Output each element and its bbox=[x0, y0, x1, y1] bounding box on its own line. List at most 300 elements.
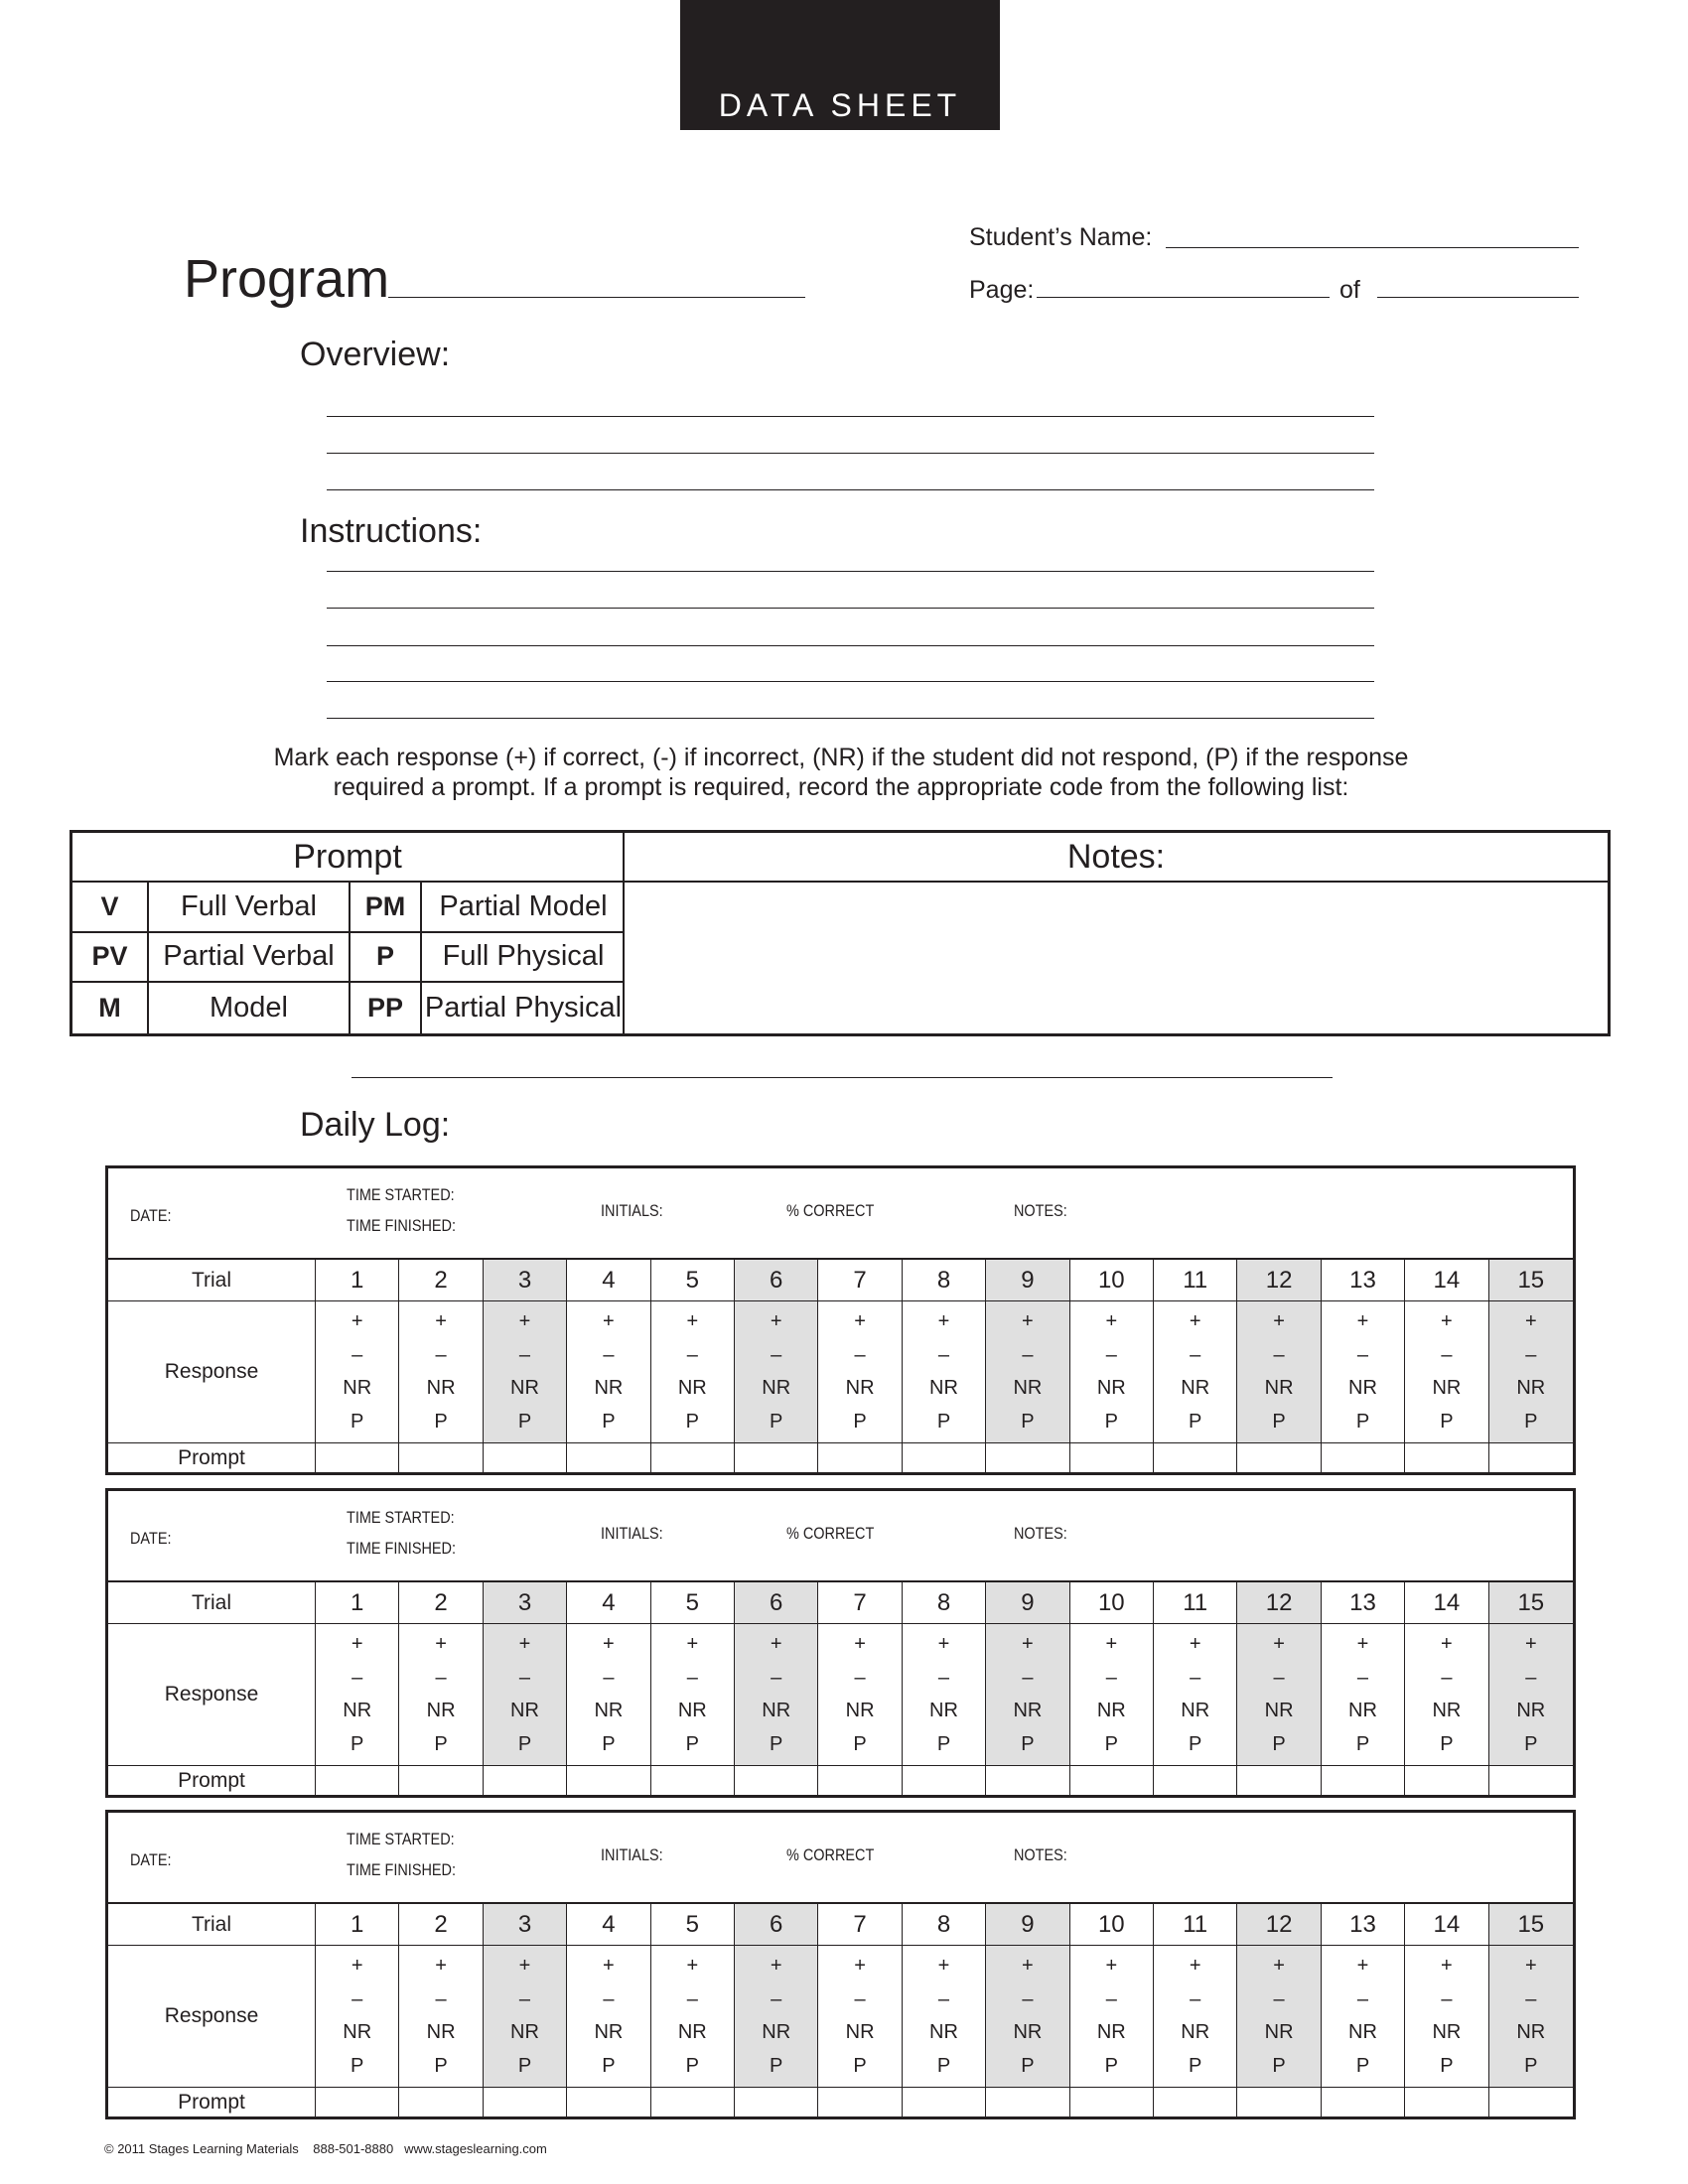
prompt-cell[interactable] bbox=[567, 1443, 650, 1472]
response-option[interactable]: NR bbox=[1181, 2021, 1210, 2044]
response-option[interactable]: NR bbox=[1348, 2021, 1377, 2044]
response-cell[interactable] bbox=[1237, 1624, 1321, 1766]
response-option[interactable]: NR bbox=[677, 1700, 707, 1722]
response-option[interactable]: – bbox=[771, 1343, 782, 1366]
trial-number: 6 bbox=[735, 1904, 818, 1946]
response-option[interactable]: + bbox=[1524, 1310, 1537, 1333]
prompt-cell[interactable] bbox=[316, 2088, 399, 2116]
prompt-cell[interactable] bbox=[484, 2088, 567, 2116]
response-cell[interactable] bbox=[735, 1624, 818, 1766]
instructions-label: Instructions: bbox=[300, 512, 483, 550]
prompt-cell[interactable] bbox=[903, 1443, 986, 1472]
prompt-cell[interactable] bbox=[1489, 2088, 1573, 2116]
response-cell[interactable] bbox=[1154, 1624, 1237, 1766]
response-option[interactable]: – bbox=[603, 1666, 615, 1689]
response-option[interactable]: – bbox=[352, 1987, 363, 2010]
response-option[interactable]: – bbox=[854, 1666, 866, 1689]
response-option[interactable]: NR bbox=[594, 2021, 624, 2044]
percent-correct-label: % CORRECT bbox=[786, 1201, 875, 1220]
trial-number: 10 bbox=[1070, 1260, 1154, 1301]
response-option[interactable]: – bbox=[937, 1987, 950, 2010]
response-option[interactable]: NR bbox=[1264, 1377, 1294, 1400]
response-option[interactable]: + bbox=[518, 1955, 531, 1978]
response-option[interactable]: P bbox=[351, 2054, 364, 2077]
response-option[interactable]: + bbox=[1356, 1633, 1369, 1656]
response-option[interactable]: P bbox=[1440, 1410, 1454, 1433]
prompt-cell[interactable] bbox=[1070, 1443, 1154, 1472]
notes-label: NOTES: bbox=[1014, 1201, 1067, 1220]
response-option[interactable]: NR bbox=[762, 1377, 791, 1400]
response-option[interactable]: + bbox=[937, 1310, 950, 1333]
prompt-cell[interactable] bbox=[903, 2088, 986, 2116]
trial-number: 9 bbox=[986, 1582, 1069, 1624]
overview-line[interactable] bbox=[327, 453, 1374, 454]
response-option[interactable]: – bbox=[435, 1666, 447, 1689]
response-option[interactable]: – bbox=[435, 1343, 447, 1366]
response-option[interactable]: NR bbox=[343, 2021, 372, 2044]
prompt-cell[interactable] bbox=[484, 1766, 567, 1795]
notes-area[interactable] bbox=[625, 883, 1608, 1033]
response-option[interactable]: – bbox=[1525, 1987, 1537, 2010]
response-option[interactable]: P bbox=[1524, 1410, 1538, 1433]
response-option[interactable]: P bbox=[1440, 2054, 1454, 2077]
response-option[interactable]: – bbox=[1441, 1666, 1453, 1689]
response-option[interactable]: P bbox=[434, 1732, 448, 1755]
response-cell[interactable] bbox=[484, 1946, 567, 2088]
response-option[interactable]: + bbox=[1022, 1310, 1034, 1333]
response-option[interactable]: – bbox=[771, 1666, 782, 1689]
response-option[interactable]: – bbox=[435, 1987, 447, 2010]
response-option[interactable]: NR bbox=[1013, 2021, 1043, 2044]
response-option[interactable]: – bbox=[686, 1987, 698, 2010]
prompt-cell[interactable] bbox=[735, 1443, 818, 1472]
response-option[interactable]: – bbox=[686, 1343, 698, 1366]
response-option[interactable]: + bbox=[1022, 1955, 1034, 1978]
response-option[interactable]: P bbox=[351, 1410, 364, 1433]
response-option[interactable]: + bbox=[937, 1633, 950, 1656]
response-option[interactable]: – bbox=[518, 1666, 531, 1689]
prompt-row-label: Prompt bbox=[108, 1443, 316, 1472]
response-option[interactable]: + bbox=[770, 1633, 782, 1656]
response-option[interactable]: – bbox=[352, 1666, 363, 1689]
response-option[interactable]: NR bbox=[1348, 1377, 1377, 1400]
response-option[interactable]: NR bbox=[510, 1700, 539, 1722]
response-option[interactable]: + bbox=[351, 1310, 363, 1333]
response-cell[interactable] bbox=[735, 1946, 818, 2088]
response-option[interactable]: – bbox=[1105, 1987, 1117, 2010]
prompt-cell[interactable] bbox=[1322, 1766, 1405, 1795]
prompt-cell[interactable] bbox=[567, 1766, 650, 1795]
response-option[interactable]: NR bbox=[594, 1700, 624, 1722]
response-option[interactable]: NR bbox=[426, 2021, 456, 2044]
response-option[interactable]: P bbox=[1104, 2054, 1118, 2077]
response-option[interactable]: NR bbox=[1516, 1700, 1546, 1722]
response-option[interactable]: NR bbox=[845, 1377, 875, 1400]
prompt-cell[interactable] bbox=[1405, 1766, 1488, 1795]
prompt-cell[interactable] bbox=[735, 1766, 818, 1795]
response-cell[interactable] bbox=[1489, 1624, 1573, 1766]
response-option[interactable]: + bbox=[686, 1955, 699, 1978]
response-option[interactable]: + bbox=[1441, 1955, 1453, 1978]
response-cell[interactable] bbox=[316, 1624, 399, 1766]
response-option[interactable]: NR bbox=[1348, 1700, 1377, 1722]
response-option[interactable]: NR bbox=[1432, 1377, 1462, 1400]
response-option[interactable]: P bbox=[517, 1732, 532, 1755]
response-option[interactable]: P bbox=[1104, 1410, 1118, 1433]
response-cell[interactable] bbox=[1405, 1624, 1488, 1766]
response-cell[interactable] bbox=[818, 1624, 902, 1766]
prompt-cell[interactable] bbox=[651, 1443, 735, 1472]
response-option[interactable]: + bbox=[351, 1955, 363, 1978]
response-option[interactable]: P bbox=[1189, 2054, 1202, 2077]
response-option[interactable]: NR bbox=[929, 1377, 958, 1400]
response-option[interactable]: NR bbox=[1264, 2021, 1294, 2044]
prompt-cell[interactable] bbox=[1322, 2088, 1405, 2116]
response-option[interactable]: – bbox=[1356, 1987, 1369, 2010]
response-option[interactable]: NR bbox=[1432, 2021, 1462, 2044]
response-option[interactable]: P bbox=[1272, 1732, 1286, 1755]
time-started-label: TIME STARTED: bbox=[347, 1830, 455, 1848]
response-option[interactable]: + bbox=[1273, 1633, 1285, 1656]
response-option[interactable]: P bbox=[1355, 2054, 1370, 2077]
date-label: DATE: bbox=[130, 1529, 172, 1548]
prompt-cell[interactable] bbox=[986, 1766, 1069, 1795]
response-option[interactable]: + bbox=[435, 1955, 447, 1978]
instructions-line[interactable] bbox=[327, 571, 1374, 572]
prompt-cell[interactable] bbox=[651, 1766, 735, 1795]
prompt-cell[interactable] bbox=[1405, 1443, 1488, 1472]
prompt-cell[interactable] bbox=[316, 1766, 399, 1795]
response-option[interactable]: P bbox=[1524, 2054, 1538, 2077]
response-option[interactable]: P bbox=[936, 2054, 951, 2077]
prompt-cell[interactable] bbox=[399, 1443, 483, 1472]
response-option[interactable]: + bbox=[603, 1310, 615, 1333]
student-name-field[interactable] bbox=[1166, 247, 1579, 248]
response-option[interactable]: – bbox=[1022, 1666, 1034, 1689]
response-option[interactable]: P bbox=[770, 2054, 783, 2077]
response-option[interactable]: – bbox=[1441, 1987, 1453, 2010]
response-cell[interactable] bbox=[735, 1301, 818, 1443]
response-option[interactable]: + bbox=[603, 1633, 615, 1656]
response-option[interactable]: + bbox=[1105, 1955, 1118, 1978]
response-cell[interactable] bbox=[1405, 1301, 1488, 1443]
response-option[interactable]: + bbox=[854, 1310, 866, 1333]
response-option[interactable]: + bbox=[1441, 1310, 1453, 1333]
response-option[interactable]: + bbox=[518, 1310, 531, 1333]
prompt-cell[interactable] bbox=[484, 1443, 567, 1472]
response-option[interactable]: NR bbox=[1096, 1700, 1126, 1722]
response-option[interactable]: NR bbox=[1516, 1377, 1546, 1400]
response-option[interactable]: P bbox=[602, 1410, 616, 1433]
response-option[interactable]: P bbox=[517, 2054, 532, 2077]
footer bbox=[104, 2141, 547, 2156]
response-cell[interactable] bbox=[986, 1946, 1069, 2088]
response-option[interactable]: P bbox=[1189, 1410, 1202, 1433]
response-cell[interactable] bbox=[986, 1301, 1069, 1443]
response-option[interactable]: P bbox=[685, 1410, 699, 1433]
prompt-cell[interactable] bbox=[316, 1443, 399, 1472]
response-cell[interactable] bbox=[1322, 1946, 1405, 2088]
response-option[interactable]: – bbox=[1356, 1666, 1369, 1689]
response-option[interactable]: – bbox=[854, 1987, 866, 2010]
prompt-cell[interactable] bbox=[399, 1766, 483, 1795]
response-cell[interactable] bbox=[567, 1946, 650, 2088]
trial-number: 1 bbox=[316, 1260, 399, 1301]
prompt-cell[interactable] bbox=[1489, 1443, 1573, 1472]
response-option[interactable]: + bbox=[1273, 1310, 1285, 1333]
response-option[interactable]: + bbox=[1356, 1955, 1369, 1978]
response-option[interactable]: – bbox=[937, 1343, 950, 1366]
prompt-cell[interactable] bbox=[735, 2088, 818, 2116]
response-option[interactable]: + bbox=[686, 1310, 699, 1333]
response-option[interactable]: – bbox=[1273, 1343, 1285, 1366]
prompt-cell[interactable] bbox=[1154, 1443, 1237, 1472]
response-option[interactable]: – bbox=[1356, 1343, 1369, 1366]
prompt-cell[interactable] bbox=[1070, 1766, 1154, 1795]
response-option[interactable]: P bbox=[936, 1410, 951, 1433]
response-option[interactable]: + bbox=[1022, 1633, 1034, 1656]
prompt-cell[interactable] bbox=[1237, 1766, 1321, 1795]
response-option[interactable]: + bbox=[1189, 1310, 1201, 1333]
response-cell[interactable] bbox=[1489, 1946, 1573, 2088]
response-option[interactable]: P bbox=[1524, 1732, 1538, 1755]
response-option[interactable]: NR bbox=[510, 2021, 539, 2044]
response-cell[interactable] bbox=[399, 1301, 483, 1443]
response-option[interactable]: P bbox=[1440, 1732, 1454, 1755]
response-option[interactable]: – bbox=[1190, 1666, 1201, 1689]
instructions-line[interactable] bbox=[327, 645, 1374, 646]
response-option[interactable]: + bbox=[603, 1955, 615, 1978]
trial-row-label: Trial bbox=[108, 1260, 316, 1301]
response-cell[interactable] bbox=[567, 1301, 650, 1443]
response-option[interactable]: NR bbox=[594, 1377, 624, 1400]
response-option[interactable]: – bbox=[1190, 1987, 1201, 2010]
prompt-cell[interactable] bbox=[986, 2088, 1069, 2116]
response-option[interactable]: NR bbox=[1181, 1700, 1210, 1722]
response-option[interactable]: – bbox=[1525, 1343, 1537, 1366]
response-option[interactable]: – bbox=[518, 1987, 531, 2010]
response-option[interactable]: + bbox=[435, 1633, 447, 1656]
response-option[interactable]: NR bbox=[1181, 1377, 1210, 1400]
prompt-cell[interactable] bbox=[1154, 1766, 1237, 1795]
response-option[interactable]: – bbox=[1190, 1343, 1201, 1366]
response-option[interactable]: – bbox=[1022, 1343, 1034, 1366]
prompt-cell[interactable] bbox=[1070, 2088, 1154, 2116]
response-option[interactable]: P bbox=[434, 2054, 448, 2077]
response-cell[interactable] bbox=[1237, 1946, 1321, 2088]
prompt-cell[interactable] bbox=[818, 1443, 902, 1472]
page-total-field[interactable] bbox=[1377, 297, 1579, 298]
response-cell[interactable] bbox=[1070, 1946, 1154, 2088]
overview-line[interactable] bbox=[327, 416, 1374, 417]
prompt-cell[interactable] bbox=[1489, 1766, 1573, 1795]
response-option[interactable]: + bbox=[1441, 1633, 1453, 1656]
response-cell[interactable] bbox=[316, 1946, 399, 2088]
response-cell[interactable] bbox=[903, 1301, 986, 1443]
response-cell[interactable] bbox=[1322, 1301, 1405, 1443]
response-option[interactable]: P bbox=[1355, 1732, 1370, 1755]
response-option[interactable]: – bbox=[518, 1343, 531, 1366]
response-option[interactable]: NR bbox=[1264, 1700, 1294, 1722]
response-option[interactable]: P bbox=[1272, 1410, 1286, 1433]
response-cell[interactable] bbox=[651, 1624, 735, 1766]
response-option[interactable]: P bbox=[853, 1732, 867, 1755]
response-option[interactable]: P bbox=[351, 1732, 364, 1755]
response-option[interactable]: NR bbox=[929, 1700, 958, 1722]
response-cell[interactable] bbox=[986, 1624, 1069, 1766]
response-option[interactable]: P bbox=[853, 1410, 867, 1433]
prompt-cell[interactable] bbox=[1237, 1443, 1321, 1472]
response-option[interactable]: – bbox=[1441, 1343, 1453, 1366]
response-option[interactable]: – bbox=[1105, 1343, 1117, 1366]
response-option[interactable]: P bbox=[1104, 1732, 1118, 1755]
prompt-cell[interactable] bbox=[986, 1443, 1069, 1472]
response-cell[interactable] bbox=[399, 1946, 483, 2088]
trial-number: 9 bbox=[986, 1260, 1069, 1301]
trial-number: 11 bbox=[1154, 1904, 1237, 1946]
response-option[interactable]: NR bbox=[677, 1377, 707, 1400]
response-cell[interactable] bbox=[1070, 1624, 1154, 1766]
response-option[interactable]: + bbox=[1189, 1633, 1201, 1656]
response-cell[interactable] bbox=[316, 1301, 399, 1443]
response-option[interactable]: P bbox=[770, 1732, 783, 1755]
response-option[interactable]: P bbox=[602, 2054, 616, 2077]
response-option[interactable]: NR bbox=[1013, 1700, 1043, 1722]
response-option[interactable]: + bbox=[1524, 1633, 1537, 1656]
response-option[interactable]: NR bbox=[1432, 1700, 1462, 1722]
response-cell[interactable] bbox=[399, 1624, 483, 1766]
overview-line[interactable] bbox=[327, 489, 1374, 490]
response-option[interactable]: NR bbox=[845, 2021, 875, 2044]
response-option[interactable]: + bbox=[1273, 1955, 1285, 1978]
prompt-cell[interactable] bbox=[903, 1766, 986, 1795]
response-option[interactable]: + bbox=[937, 1955, 950, 1978]
response-option[interactable]: P bbox=[853, 2054, 867, 2077]
response-option[interactable]: + bbox=[1524, 1955, 1537, 1978]
response-option[interactable]: + bbox=[854, 1633, 866, 1656]
response-option[interactable]: NR bbox=[845, 1700, 875, 1722]
response-option[interactable]: NR bbox=[677, 2021, 707, 2044]
response-option[interactable]: – bbox=[1525, 1666, 1537, 1689]
prompt-cell[interactable] bbox=[818, 1766, 902, 1795]
response-cell[interactable] bbox=[651, 1946, 735, 2088]
response-option[interactable]: – bbox=[352, 1343, 363, 1366]
response-option[interactable]: + bbox=[518, 1633, 531, 1656]
response-option[interactable]: P bbox=[602, 1732, 616, 1755]
response-option[interactable]: + bbox=[435, 1310, 447, 1333]
response-option[interactable]: + bbox=[1105, 1310, 1118, 1333]
response-option[interactable]: – bbox=[603, 1343, 615, 1366]
response-option[interactable]: + bbox=[1189, 1955, 1201, 1978]
response-option[interactable]: P bbox=[1272, 2054, 1286, 2077]
response-option[interactable]: NR bbox=[426, 1377, 456, 1400]
response-option[interactable]: NR bbox=[1013, 1377, 1043, 1400]
page-number-field[interactable] bbox=[1037, 297, 1330, 298]
response-cell[interactable] bbox=[567, 1624, 650, 1766]
response-cell[interactable] bbox=[651, 1301, 735, 1443]
response-cell[interactable] bbox=[1154, 1301, 1237, 1443]
prompt-cell[interactable] bbox=[1405, 2088, 1488, 2116]
response-option[interactable]: – bbox=[937, 1666, 950, 1689]
instructions-line[interactable] bbox=[327, 681, 1374, 682]
response-cell[interactable] bbox=[903, 1624, 986, 1766]
instructions-line[interactable] bbox=[327, 608, 1374, 609]
response-option[interactable]: – bbox=[771, 1987, 782, 2010]
response-cell[interactable] bbox=[818, 1946, 902, 2088]
response-option[interactable]: – bbox=[1273, 1987, 1285, 2010]
prompt-cell[interactable] bbox=[399, 2088, 483, 2116]
response-option[interactable]: – bbox=[686, 1666, 698, 1689]
response-option[interactable]: P bbox=[685, 1732, 699, 1755]
response-option[interactable]: P bbox=[517, 1410, 532, 1433]
response-option[interactable]: – bbox=[603, 1987, 615, 2010]
response-cell[interactable] bbox=[1489, 1301, 1573, 1443]
response-option[interactable]: NR bbox=[929, 2021, 958, 2044]
response-option[interactable]: + bbox=[1356, 1310, 1369, 1333]
prompt-code: M bbox=[72, 983, 149, 1033]
response-option[interactable]: NR bbox=[762, 1700, 791, 1722]
response-cell[interactable] bbox=[1405, 1946, 1488, 2088]
response-option[interactable]: – bbox=[1273, 1666, 1285, 1689]
response-option[interactable]: + bbox=[686, 1633, 699, 1656]
response-cell[interactable] bbox=[903, 1946, 986, 2088]
response-option[interactable]: NR bbox=[1096, 1377, 1126, 1400]
response-option[interactable]: + bbox=[351, 1633, 363, 1656]
response-option[interactable]: P bbox=[936, 1732, 951, 1755]
response-option[interactable]: P bbox=[1189, 1732, 1202, 1755]
response-option[interactable]: NR bbox=[1096, 2021, 1126, 2044]
response-option[interactable]: – bbox=[1105, 1666, 1117, 1689]
prompt-cell[interactable] bbox=[1322, 1443, 1405, 1472]
trial-number: 4 bbox=[567, 1582, 650, 1624]
response-option[interactable]: NR bbox=[343, 1700, 372, 1722]
response-option[interactable]: P bbox=[770, 1410, 783, 1433]
prompt-cell[interactable] bbox=[1237, 2088, 1321, 2116]
response-option[interactable]: NR bbox=[426, 1700, 456, 1722]
response-option[interactable]: NR bbox=[343, 1377, 372, 1400]
response-cell[interactable] bbox=[818, 1301, 902, 1443]
response-option[interactable]: P bbox=[1021, 1410, 1035, 1433]
response-option[interactable]: + bbox=[770, 1955, 782, 1978]
response-cell[interactable] bbox=[1154, 1946, 1237, 2088]
response-option[interactable]: NR bbox=[1516, 2021, 1546, 2044]
response-option[interactable]: + bbox=[1105, 1633, 1118, 1656]
program-field[interactable] bbox=[388, 297, 805, 298]
response-option[interactable]: P bbox=[1355, 1410, 1370, 1433]
prompt-cell[interactable] bbox=[651, 2088, 735, 2116]
response-cell[interactable] bbox=[484, 1301, 567, 1443]
prompt-cell[interactable] bbox=[818, 2088, 902, 2116]
response-cell[interactable] bbox=[1070, 1301, 1154, 1443]
response-option[interactable]: P bbox=[434, 1410, 448, 1433]
response-option[interactable]: + bbox=[770, 1310, 782, 1333]
prompt-cell[interactable] bbox=[567, 2088, 650, 2116]
response-option[interactable]: NR bbox=[762, 2021, 791, 2044]
response-option[interactable]: P bbox=[1021, 1732, 1035, 1755]
response-option[interactable]: P bbox=[1021, 2054, 1035, 2077]
response-cell[interactable] bbox=[1322, 1624, 1405, 1766]
response-option[interactable]: P bbox=[685, 2054, 699, 2077]
prompt-cell[interactable] bbox=[1154, 2088, 1237, 2116]
response-option[interactable]: – bbox=[1022, 1987, 1034, 2010]
response-cell[interactable] bbox=[484, 1624, 567, 1766]
page-label: Page: bbox=[969, 276, 1035, 304]
response-option[interactable]: – bbox=[854, 1343, 866, 1366]
response-option[interactable]: NR bbox=[510, 1377, 539, 1400]
response-option[interactable]: + bbox=[854, 1955, 866, 1978]
response-cell[interactable] bbox=[1237, 1301, 1321, 1443]
instructions-line[interactable] bbox=[327, 718, 1374, 719]
